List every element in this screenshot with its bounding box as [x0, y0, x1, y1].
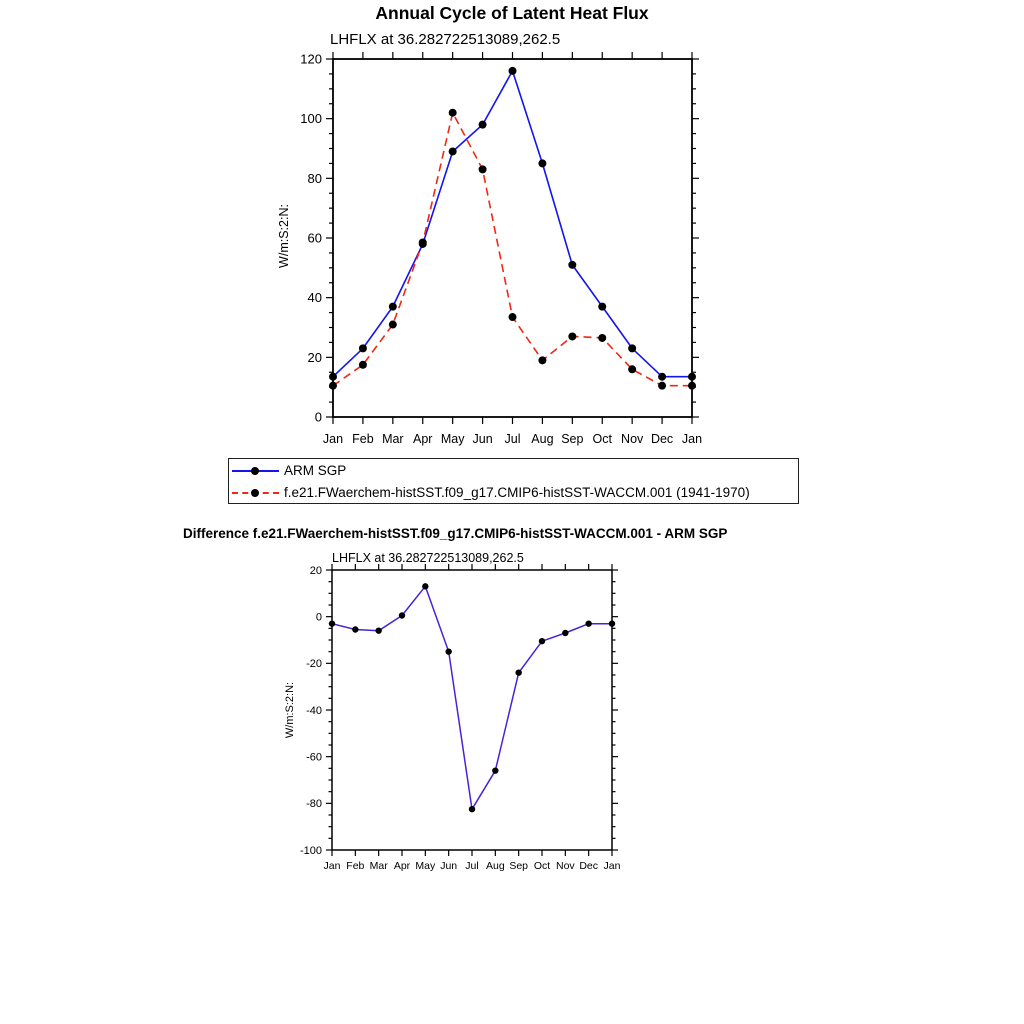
chart2-series-0-point: [422, 583, 428, 589]
chart1-series-0-point: [598, 303, 606, 311]
chart2-series-0-point: [492, 767, 498, 773]
chart2-series-0-point: [539, 638, 545, 644]
chart2-xtick-label: Jun: [440, 860, 458, 872]
chart2-series-0-point: [585, 620, 591, 626]
chart1-xtick-label: May: [440, 432, 465, 446]
chart2-xtick-label: Dec: [579, 860, 599, 872]
chart2-xtick-label: Feb: [346, 860, 365, 872]
chart1-series-0-point: [449, 147, 457, 155]
chart1-ytick-label: 20: [307, 349, 322, 365]
chart1-series-1-line: [333, 113, 692, 386]
chart2-ytick-label: 20: [309, 564, 322, 577]
chart1-ytick-label: 40: [307, 290, 322, 306]
chart2: [300, 564, 621, 872]
chart1-series-0-point: [389, 303, 397, 311]
chart1-xtick-label: Oct: [592, 432, 612, 446]
chart1-xtick-label: Nov: [621, 432, 644, 446]
chart1-ticks: [300, 52, 702, 446]
chart2-series-0-point: [375, 627, 381, 633]
chart1-ytick-label: 120: [300, 51, 322, 67]
chart1-subtitle: LHFLX at 36.282722513089,262.5: [330, 31, 561, 48]
chart1-series-0-point: [688, 373, 696, 381]
chart1-series-1-point: [538, 356, 546, 364]
chart1-ytick-label: 0: [314, 409, 322, 425]
chart1-xtick-label: Mar: [382, 432, 404, 446]
chart1-series-0-point: [479, 121, 487, 129]
chart1-series-1-point: [449, 109, 457, 117]
chart2-xtick-label: Nov: [555, 860, 575, 872]
chart1-ytick-label: 80: [307, 170, 322, 186]
chart1-series-0-point: [568, 261, 576, 269]
chart2-ytick-label: -60: [306, 751, 322, 764]
chart1: [300, 52, 702, 446]
chart2-series-0-point: [399, 612, 405, 618]
chart1-ytick-label: 60: [307, 230, 322, 246]
chart2-ytick-label: -100: [299, 844, 322, 857]
chart2-series-0-point: [329, 620, 335, 626]
chart1-xtick-label: Jul: [504, 432, 521, 446]
legend-box: [228, 458, 799, 504]
chart1-xtick-label: Jan: [681, 432, 703, 446]
chart2-series-0-point: [515, 669, 521, 675]
chart2-series-0-point: [562, 630, 568, 636]
chart1-series-1-point: [359, 361, 367, 369]
chart2-xtick-label: Oct: [533, 860, 551, 872]
chart1-xtick-label: Jun: [472, 432, 493, 446]
chart2-series-0-line: [332, 586, 612, 809]
legend-label: f.e21.FWaerchem-histSST.f09_g17.CMIP6-histSST-WACCM.001 (1941-1970): [284, 485, 750, 500]
chart1-series-0-point: [658, 373, 666, 381]
chart1-title: Annual Cycle of Latent Heat Flux: [375, 3, 649, 23]
chart1-series-0-point: [538, 159, 546, 167]
chart1-series-1-point: [389, 321, 397, 329]
legend-row-arm-sgp: [229, 460, 798, 481]
chart2-series-0-point: [469, 806, 475, 812]
chart2-xtick-label: Jan: [603, 860, 621, 872]
chart2-xtick-label: May: [415, 860, 436, 872]
chart1-xtick-label: Sep: [561, 432, 584, 446]
chart1-xtick-label: Aug: [531, 432, 554, 446]
marker-dot-icon: [251, 467, 259, 475]
chart1-series-1-point: [568, 332, 576, 340]
chart1-xtick-label: Feb: [352, 432, 374, 446]
chart1-series-1-point: [598, 334, 606, 342]
chart1-series-1-point: [658, 382, 666, 390]
chart1-series-1-point: [628, 365, 636, 373]
chart2-y-axis-label: W/m:S:2:N:: [284, 681, 296, 739]
chart2-ticks: [300, 564, 621, 872]
chart1-series-0-point: [509, 67, 517, 75]
chart1-series-1-point: [419, 238, 427, 246]
chart1-xtick-label: Jan: [322, 432, 344, 446]
legend-label: ARM SGP: [284, 463, 347, 478]
chart2-series-0-point: [352, 626, 358, 632]
chart2-series-0-point: [445, 648, 451, 654]
chart2-ytick-label: -40: [306, 704, 322, 717]
chart1-xtick-label: Apr: [413, 432, 433, 446]
chart2-xtick-label: Aug: [485, 860, 505, 872]
chart2-xtick-label: Mar: [369, 860, 388, 872]
legend-row-model: [229, 482, 798, 503]
chart2-title: Difference f.e21.FWaerchem-histSST.f09_g17.CMIP6-histSST-WACCM.001 - ARM SGP: [183, 526, 728, 541]
chart1-series-1-point: [329, 382, 337, 390]
chart2-ytick-label: 0: [315, 611, 322, 624]
chart2-xtick-label: Jan: [323, 860, 341, 872]
chart1-series-1-point: [479, 165, 487, 173]
chart1-xtick-label: Dec: [650, 432, 674, 446]
chart1-series-1-point: [509, 313, 517, 321]
chart1-ytick-label: 100: [300, 111, 322, 127]
chart1-y-axis-label: W/m:S:2:N:: [277, 204, 291, 268]
chart2-ytick-label: -20: [306, 658, 322, 671]
marker-dot-icon: [251, 489, 259, 497]
chart2-xtick-label: Jul: [465, 860, 479, 872]
chart2-xtick-label: Apr: [393, 860, 411, 872]
chart2-series-0-point: [609, 620, 615, 626]
chart1-series-0-line: [333, 71, 692, 377]
chart1-series-0-point: [628, 344, 636, 352]
chart2-xtick-label: Sep: [509, 860, 529, 872]
chart1-series-1-point: [688, 382, 696, 390]
chart1-series-0-point: [329, 373, 337, 381]
chart1-frame: [333, 59, 692, 417]
chart1-series-0-point: [359, 344, 367, 352]
chart2-ytick-label: -80: [306, 798, 322, 811]
chart2-subtitle: LHFLX at 36.282722513089,262.5: [332, 551, 524, 565]
